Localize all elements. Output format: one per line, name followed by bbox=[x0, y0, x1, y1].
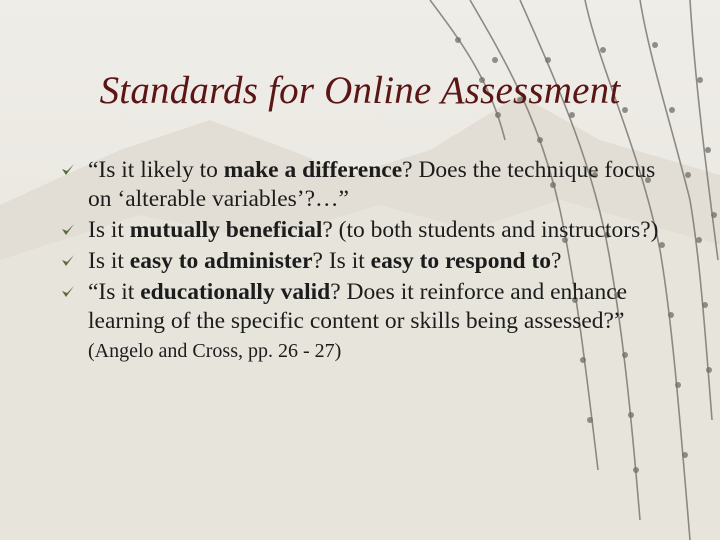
bullet-text-run: “Is it bbox=[88, 279, 141, 305]
bullet-text-run: Is it bbox=[88, 248, 130, 274]
bullet-text-run: ? Is it bbox=[312, 248, 371, 274]
bullet-item bbox=[60, 247, 680, 276]
bullet-text bbox=[88, 217, 658, 243]
bullet-text bbox=[88, 279, 627, 363]
bullet-text-run: ? Does the technique focus on ‘alterable variables’?…” bbox=[88, 157, 656, 212]
citation-text: (Angelo and Cross, pp. 26 - 27) bbox=[88, 340, 342, 362]
bullet-text-emphasis: mutually beneficial bbox=[129, 217, 323, 243]
bullet-text-run: “Is it likely to bbox=[88, 157, 224, 183]
bullet-text-run: ? Does it reinforce and enhance learning of the specific content or skills being assessed?” bbox=[88, 279, 628, 334]
bullet-list bbox=[60, 156, 680, 368]
bullet-item bbox=[60, 216, 680, 245]
bullet-text-emphasis: easy to administer bbox=[129, 248, 313, 274]
bullet-text-emphasis: educationally valid bbox=[140, 279, 331, 305]
diamond-checkmark-bullet-icon bbox=[60, 284, 76, 300]
bullet-item bbox=[60, 278, 680, 366]
bullet-text bbox=[88, 157, 655, 212]
bullet-text-run: ? bbox=[551, 248, 562, 274]
bullet-text-run: ? (to both students and instructors?) bbox=[322, 217, 659, 243]
bullet-text-emphasis: easy to respond to bbox=[370, 248, 552, 274]
diamond-checkmark-bullet-icon bbox=[60, 162, 76, 178]
bullet-text-run: Is it bbox=[88, 217, 130, 243]
bullet-text bbox=[88, 248, 561, 274]
bullet-item bbox=[60, 156, 680, 214]
diamond-checkmark-bullet-icon bbox=[60, 222, 76, 238]
bullet-text-emphasis: make a difference bbox=[223, 157, 403, 183]
slide-title: Standards for Online Assessment bbox=[99, 69, 621, 112]
diamond-checkmark-bullet-icon bbox=[60, 253, 76, 269]
